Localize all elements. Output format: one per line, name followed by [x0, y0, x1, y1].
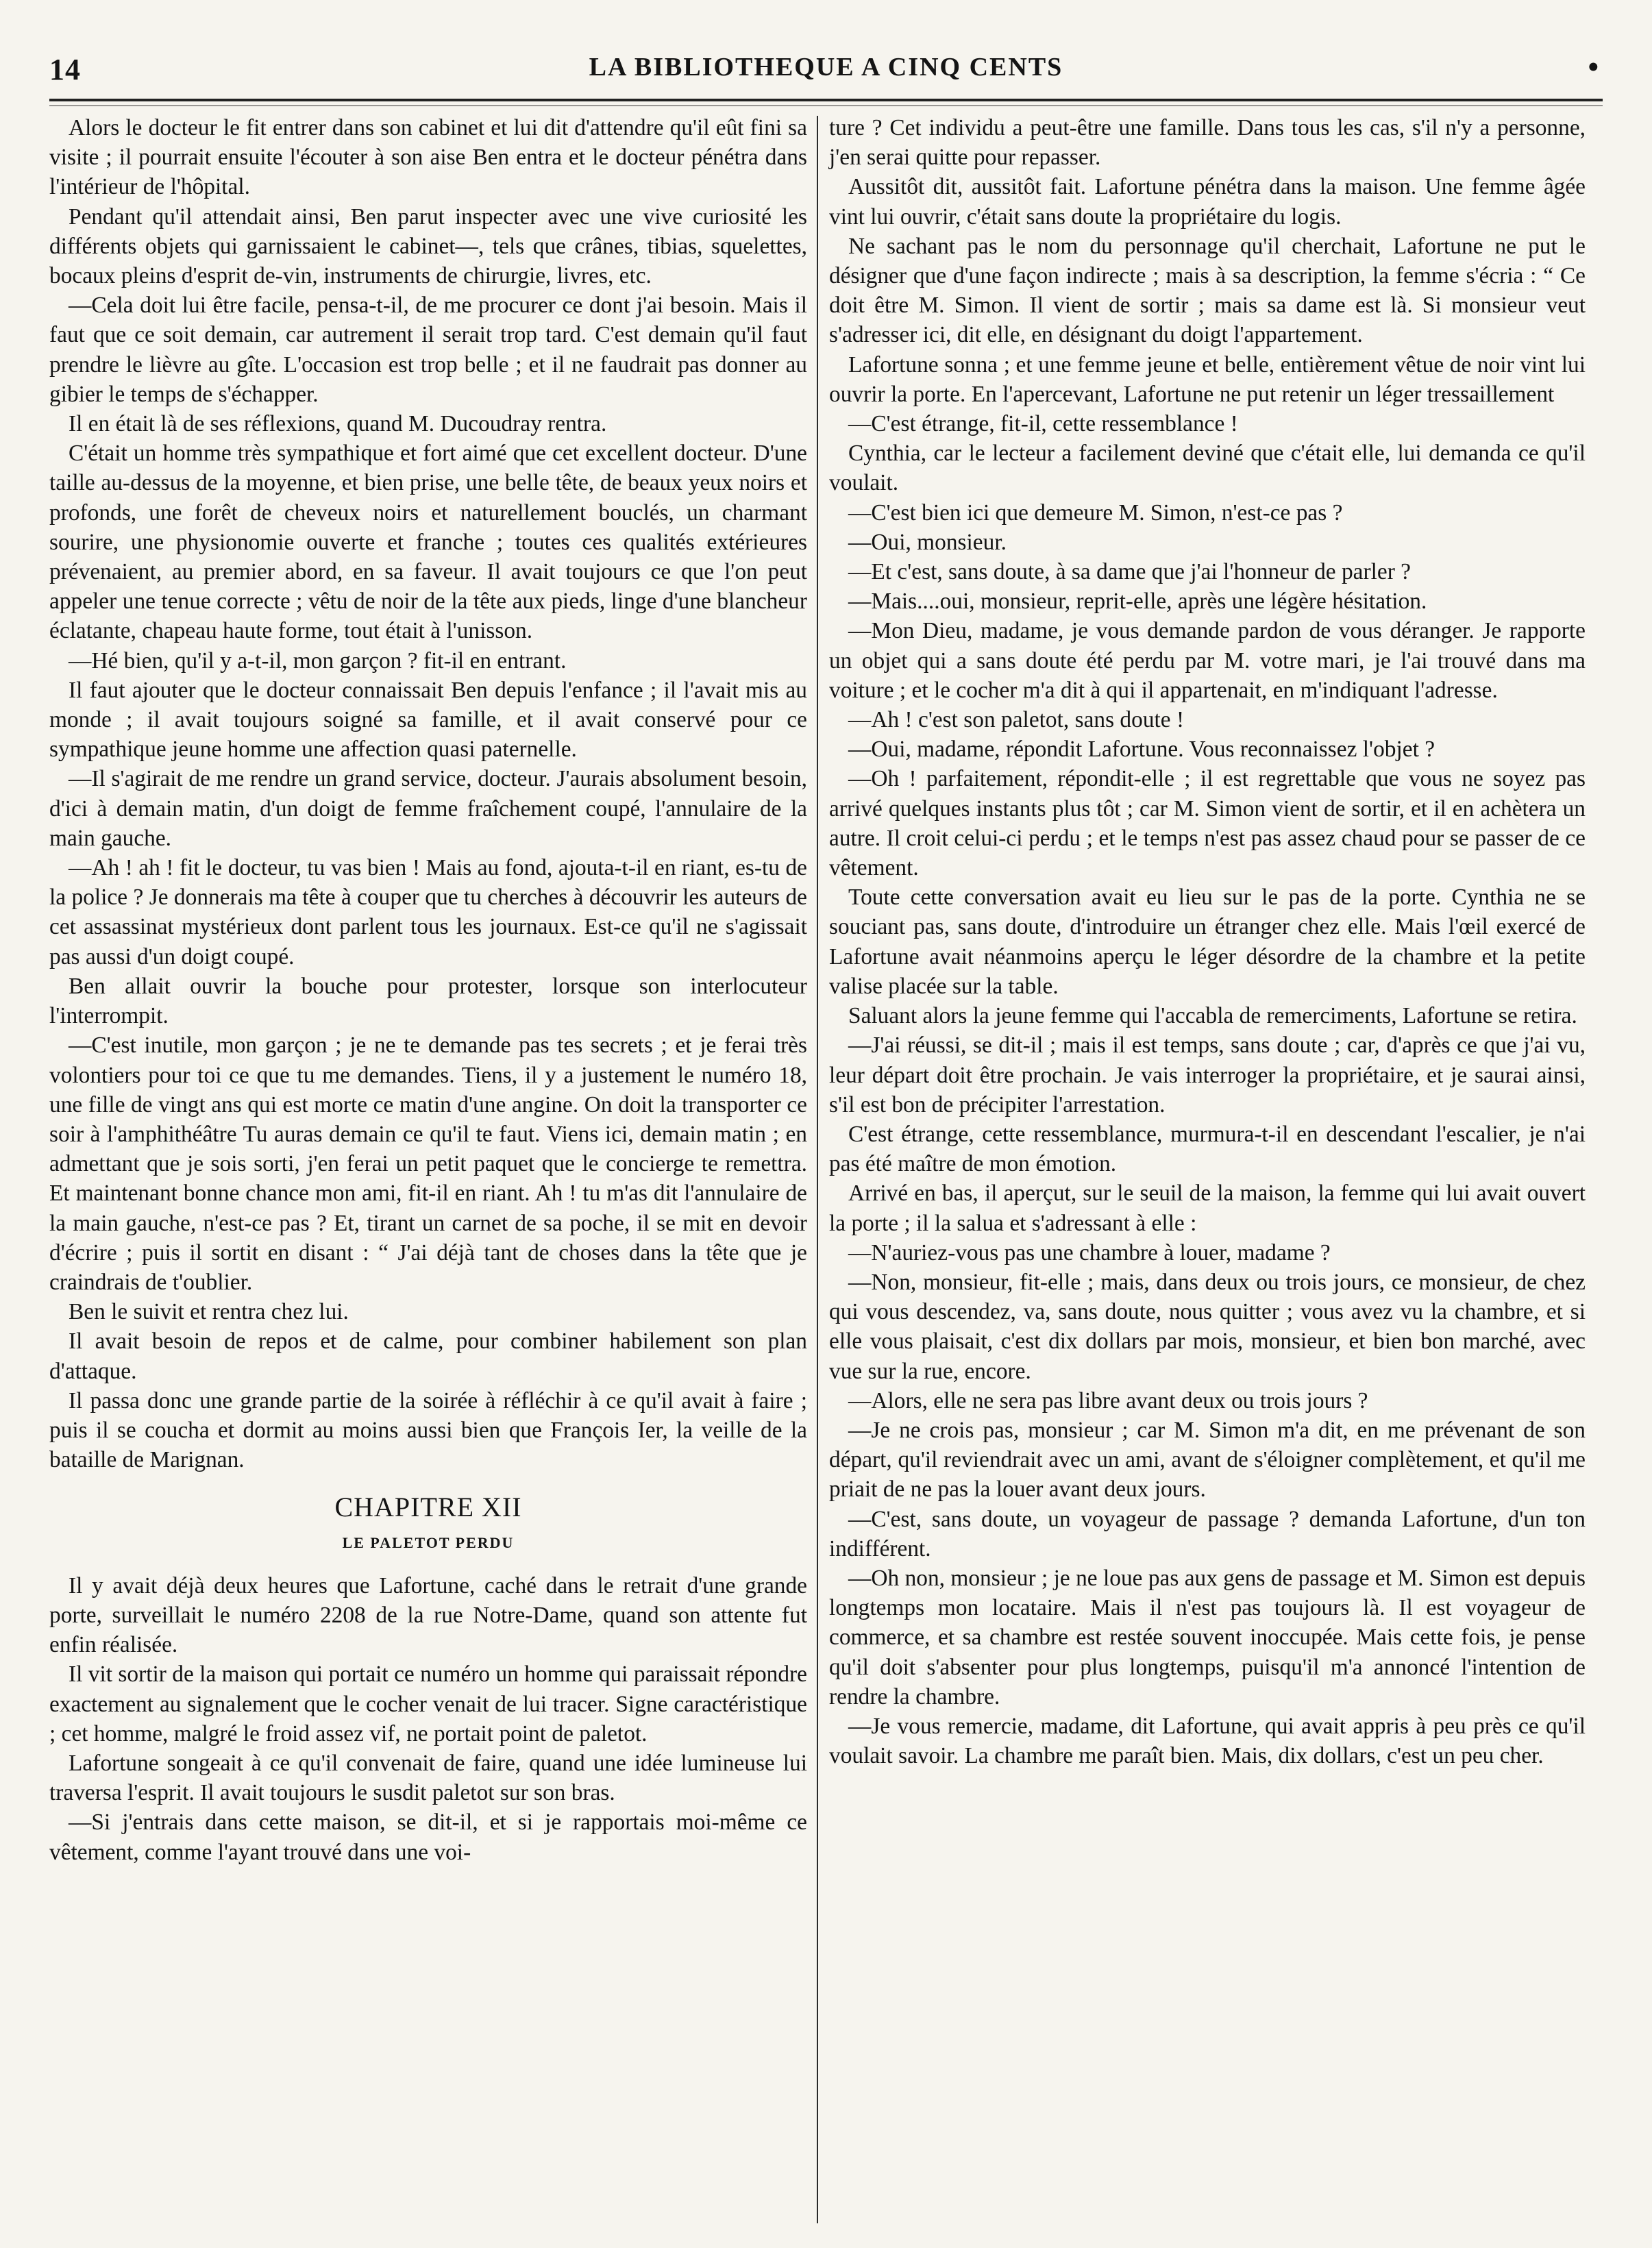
paragraph: Ben le suivit et rentra chez lui. — [69, 1299, 349, 1325]
paragraph: —Alors, elle ne sera pas libre avant deux ou trois jours ? — [848, 1387, 1368, 1413]
paragraph: —N'auriez-vous pas une chambre à louer, madame ? — [848, 1239, 1331, 1265]
paragraph: —Mais....oui, monsieur, reprit-elle, après une légère hésitation. — [848, 589, 1427, 615]
paragraph: Saluant alors la jeune femme qui l'accabla de remerciments, Lafortune se retira. — [848, 1003, 1577, 1029]
paragraph: Arrivé en bas, il aperçut, sur le seuil de la maison, la femme qui lui avait ouvert la porte ; il la salua et s'adressant à elle : — [829, 1181, 1586, 1236]
paragraph: —Non, monsieur, fit-elle ; mais, dans deux ou trois jours, ce monsieur, de chez qui vous descendez, va, sans doute, nous quitter ; vous avez vu la chambre, et si elle vous plaisait, c'est dix dollars par mois, monsieur, et bien bon marché, avec vue sur la rue, encore. — [829, 1269, 1586, 1384]
paragraph: C'est étrange, cette ressemblance, murmura-t-il en descendant l'escalier, je n'ai pas été maître de mon émotion. — [829, 1121, 1586, 1177]
paragraph: —Ah ! c'est son paletot, sans doute ! — [848, 707, 1185, 733]
paragraph: —C'est, sans doute, un voyageur de passage ? demanda Lafortune, d'un ton indifférent. — [829, 1506, 1586, 1561]
paragraph: Il y avait déjà deux heures que Lafortune, caché dans le retrait d'une grande porte, surveillait le numéro 2208 de la rue Notre-Dame, quand son attente fut enfin réalisée. — [49, 1572, 807, 1658]
paragraph: Cynthia, car le lecteur a facilement deviné que c'était elle, lui demanda ce qu'il voulait. — [829, 441, 1586, 496]
paragraph: —Cela doit lui être facile, pensa-t-il, de me procurer ce dont j'ai besoin. Mais il faut que ce soit demain, car autrement il serait trop tard. C'est demain qu'il faut prendre le lièvre au gîte. L'occasion est trop belle ; et il ne faudrait pas donner au gibier le temps de s'échapper. — [49, 293, 807, 407]
paragraph: —Je ne crois pas, monsieur ; car M. Simon m'a dit, en me prévenant de son départ, qu'il reviendrait avec un ami, avant de s'éloigner complètement, et qu'il me priait de ne pas la louer avant deux jours. — [829, 1417, 1586, 1503]
paragraph: —Hé bien, qu'il y a-t-il, mon garçon ? fit-il en entrant. — [69, 647, 567, 674]
paragraph: Pendant qu'il attendait ainsi, Ben parut inspecter avec une vive curiosité les différents objets qui garnissaient le cabinet—, tels que crânes, tibias, squelettes, bocaux pleins d'esprit de-vin, instruments de chirurgie, livres, etc. — [49, 203, 807, 289]
paragraph: —Mon Dieu, madame, je vous demande pardon de vous déranger. Je rapporte un objet qui a sans doute été perdu par M. votre mari, je l'ai trouvé dans ma voiture ; et le cocher m'a dit à qui il appartenait, en m'indiquant l'adresse. — [829, 618, 1586, 703]
paragraph: —Oui, madame, répondit Lafortune. Vous reconnaissez l'objet ? — [848, 737, 1435, 763]
paragraph-continuation: ture ? Cet individu a peut-être une famille. Dans tous les cas, s'il n'y a personne, j'en serai quitte pour repasser. — [829, 115, 1586, 171]
paragraph: —J'ai réussi, se dit-il ; mais il est temps, sans doute ; car, d'après ce que j'ai vu, leur départ doit être prochain. Je vais interroger la propriétaire, et je saurai ainsi, s'il est bon de précipiter l'arrestation. — [829, 1033, 1586, 1117]
paragraph: C'était un homme très sympathique et fort aimé que cet excellent docteur. D'une taille au-dessus de la moyenne, et bien prise, une belle tête, de beaux yeux noirs et profonds, une forêt de cheveux noirs et naturellement bouclés, un charmant sourire, une physionomie ouverte et franche ; toutes ces qualités extérieures prévenaient, au premier abord, en sa faveur. Il avait toujours ce que l'on peut appeler une tenue correcte ; vêtu de noir de la tête aux pieds, linge d'une blancheur éclatante, chapeau haute forme, tout était à l'unisson. — [49, 441, 807, 644]
paragraph: Lafortune sonna ; et une femme jeune et belle, entièrement vêtue de noir vint lui ouvrir la porte. En l'apercevant, Lafortune ne put retenir un léger tressaillement — [829, 351, 1586, 407]
page-number: 14 — [49, 53, 81, 86]
running-title: LA BIBLIOTHEQUE A CINQ CENTS — [589, 53, 1063, 82]
paragraph: —Et c'est, sans doute, à sa dame que j'ai l'honneur de parler ? — [848, 559, 1411, 585]
right-column — [818, 113, 1586, 2223]
paragraph: Il passa donc une grande partie de la soirée à réfléchir à ce qu'il avait à faire ; puis il se coucha et dormit au moins aussi bien que François Ier, la veille de la bataille de Marignan. — [49, 1387, 807, 1473]
paragraph: Alors le docteur le fit entrer dans son cabinet et lui dit d'attendre qu'il eût fini sa visite ; il pourrait ensuite l'écouter à son aise Ben entra et le docteur pénétra dans l'intérieur de l'hôpital. — [49, 115, 807, 200]
paragraph: —Oui, monsieur. — [848, 529, 1007, 555]
paragraph: —C'est inutile, mon garçon ; je ne te demande pas tes secrets ; et je ferai très volontiers pour toi ce que tu me demandes. Tiens, il y a justement le numéro 18, une fille de vingt ans qui est morte ce matin d'une angine. On doit la transporter ce soir à l'amphithéâtre Tu auras demain ce qu'il te faut. Viens ici, demain matin ; en admettant que je sois sorti, j'en ferai un petit paquet que le concierge te remettra. Et maintenant bonne chance mon ami, fit-il en riant. Ah ! tu m'as dit l'annulaire de la main gauche, n'est-ce pas ? Et, tirant un carnet de sa poche, il se mit en devoir d'écrire ; puis il sortit en disant : “ J'ai déjà tant de choses dans la tête que je craindrais de t'oublier. — [49, 1033, 807, 1295]
header-bullet: • — [1588, 50, 1599, 84]
paragraph: Ne sachant pas le nom du personnage qu'il cherchait, Lafortune ne put le désigner que d'une façon indirecte ; mais à sa description, la femme s'écria : “ Ce doit être M. Simon. Il vient de sortir ; mais sa dame est là. Si monsieur veut s'adresser ici, dit elle, en désignant du doigt l'appartement. — [829, 233, 1586, 348]
left-paragraphs-before — [49, 113, 807, 1474]
chapter-subtitle: LE PALETOT PERDU — [342, 1533, 515, 1551]
paragraph: —Oh non, monsieur ; je ne loue pas aux gens de passage et M. Simon est depuis longtemps mon locataire. Mais il n'est pas toujours là. Il est voyageur de commerce, et sa chambre est restée souvent inoccupée. Mais cette fois, je pense qu'il doit s'absenter pour plus longtemps, puisqu'il m'a annoncé l'intention de rendre la chambre. — [829, 1565, 1586, 1709]
paragraph: —Il s'agirait de me rendre un grand service, docteur. J'aurais absolument besoin, d'ici à demain matin, d'un doigt de femme fraîchement coupé, l'annulaire de la main gauche. — [49, 766, 807, 851]
text-columns — [49, 113, 1603, 2223]
page-header — [49, 48, 1603, 101]
paragraph: —Ah ! ah ! fit le docteur, tu vas bien ! Mais au fond, ajouta-t-il en riant, es-tu de la police ? Je donnerais ma tête à couper que tu cherches à découvrir les auteurs de cet assassinat mystérieux dont parlent tous les journaux. Est-ce qu'il ne s'agissait pas aussi d'un doigt coupé. — [49, 855, 807, 969]
paragraph: —Oh ! parfaitement, répondit-elle ; il est regrettable que vous ne soyez pas arrivé quelques instants plus tôt ; car M. Simon vient de sortir, et il en achètera un autre. Il croit celui-ci perdu ; et le temps n'est pas assez chaud pour se passer de ce vêtement. — [829, 766, 1586, 881]
paragraph: Lafortune songeait à ce qu'il convenait de faire, quand une idée lumineuse lui traversa l'esprit. Il avait toujours le susdit paletot sur son bras. — [49, 1750, 807, 1806]
paragraph: —C'est étrange, fit-il, cette ressemblance ! — [848, 411, 1238, 437]
paragraph: Il en était là de ses réflexions, quand M. Ducoudray rentra. — [69, 411, 607, 437]
paragraph: —Si j'entrais dans cette maison, se dit-il, et si je rapportais moi-même ce vêtement, comme l'ayant trouvé dans une voi- — [49, 1809, 807, 1865]
right-paragraphs — [829, 172, 1586, 1770]
paragraph: Il avait besoin de repos et de calme, pour combiner habilement son plan d'attaque. — [49, 1329, 807, 1384]
left-column — [49, 113, 817, 2223]
left-paragraphs-after — [49, 1571, 807, 1867]
chapter-title: CHAPITRE XII — [334, 1492, 522, 1523]
paragraph: Il vit sortir de la maison qui portait ce numéro un homme qui paraissait répondre exactement au signalement que le cocher venait de lui tracer. Signe caractéristique ; cet homme, malgré le froid assez vif, ne portait point de paletot. — [49, 1662, 807, 1746]
paragraph: —C'est bien ici que demeure M. Simon, n'est-ce pas ? — [848, 499, 1343, 526]
paragraph: Aussitôt dit, aussitôt fait. Lafortune pénétra dans la maison. Une femme âgée vint lui ouvrir, c'était sans doute la propriétaire du logis. — [829, 174, 1586, 230]
paragraph: Toute cette conversation avait eu lieu sur le pas de la porte. Cynthia ne se souciant pas, sans doute, d'introduire un étranger chez elle. Mais l'œil exercé de Lafortune avait néanmoins aperçu le léger désordre de la chambre et la petite valise placée sur la table. — [829, 885, 1586, 999]
paragraph: Ben allait ouvrir la bouche pour protester, lorsque son interlocuteur l'interrompit. — [49, 973, 807, 1029]
paragraph: Il faut ajouter que le docteur connaissait Ben depuis l'enfance ; il l'avait mis au monde ; il avait toujours soigné sa famille, et il avait conservé pour ce sympathique jeune homme une affection quasi paternelle. — [49, 677, 807, 763]
paragraph: —Je vous remercie, madame, dit Lafortune, qui avait appris à peu près ce qu'il voulait savoir. La chambre me paraît bien. Mais, dix dollars, c'est un peu cher. — [829, 1713, 1586, 1769]
